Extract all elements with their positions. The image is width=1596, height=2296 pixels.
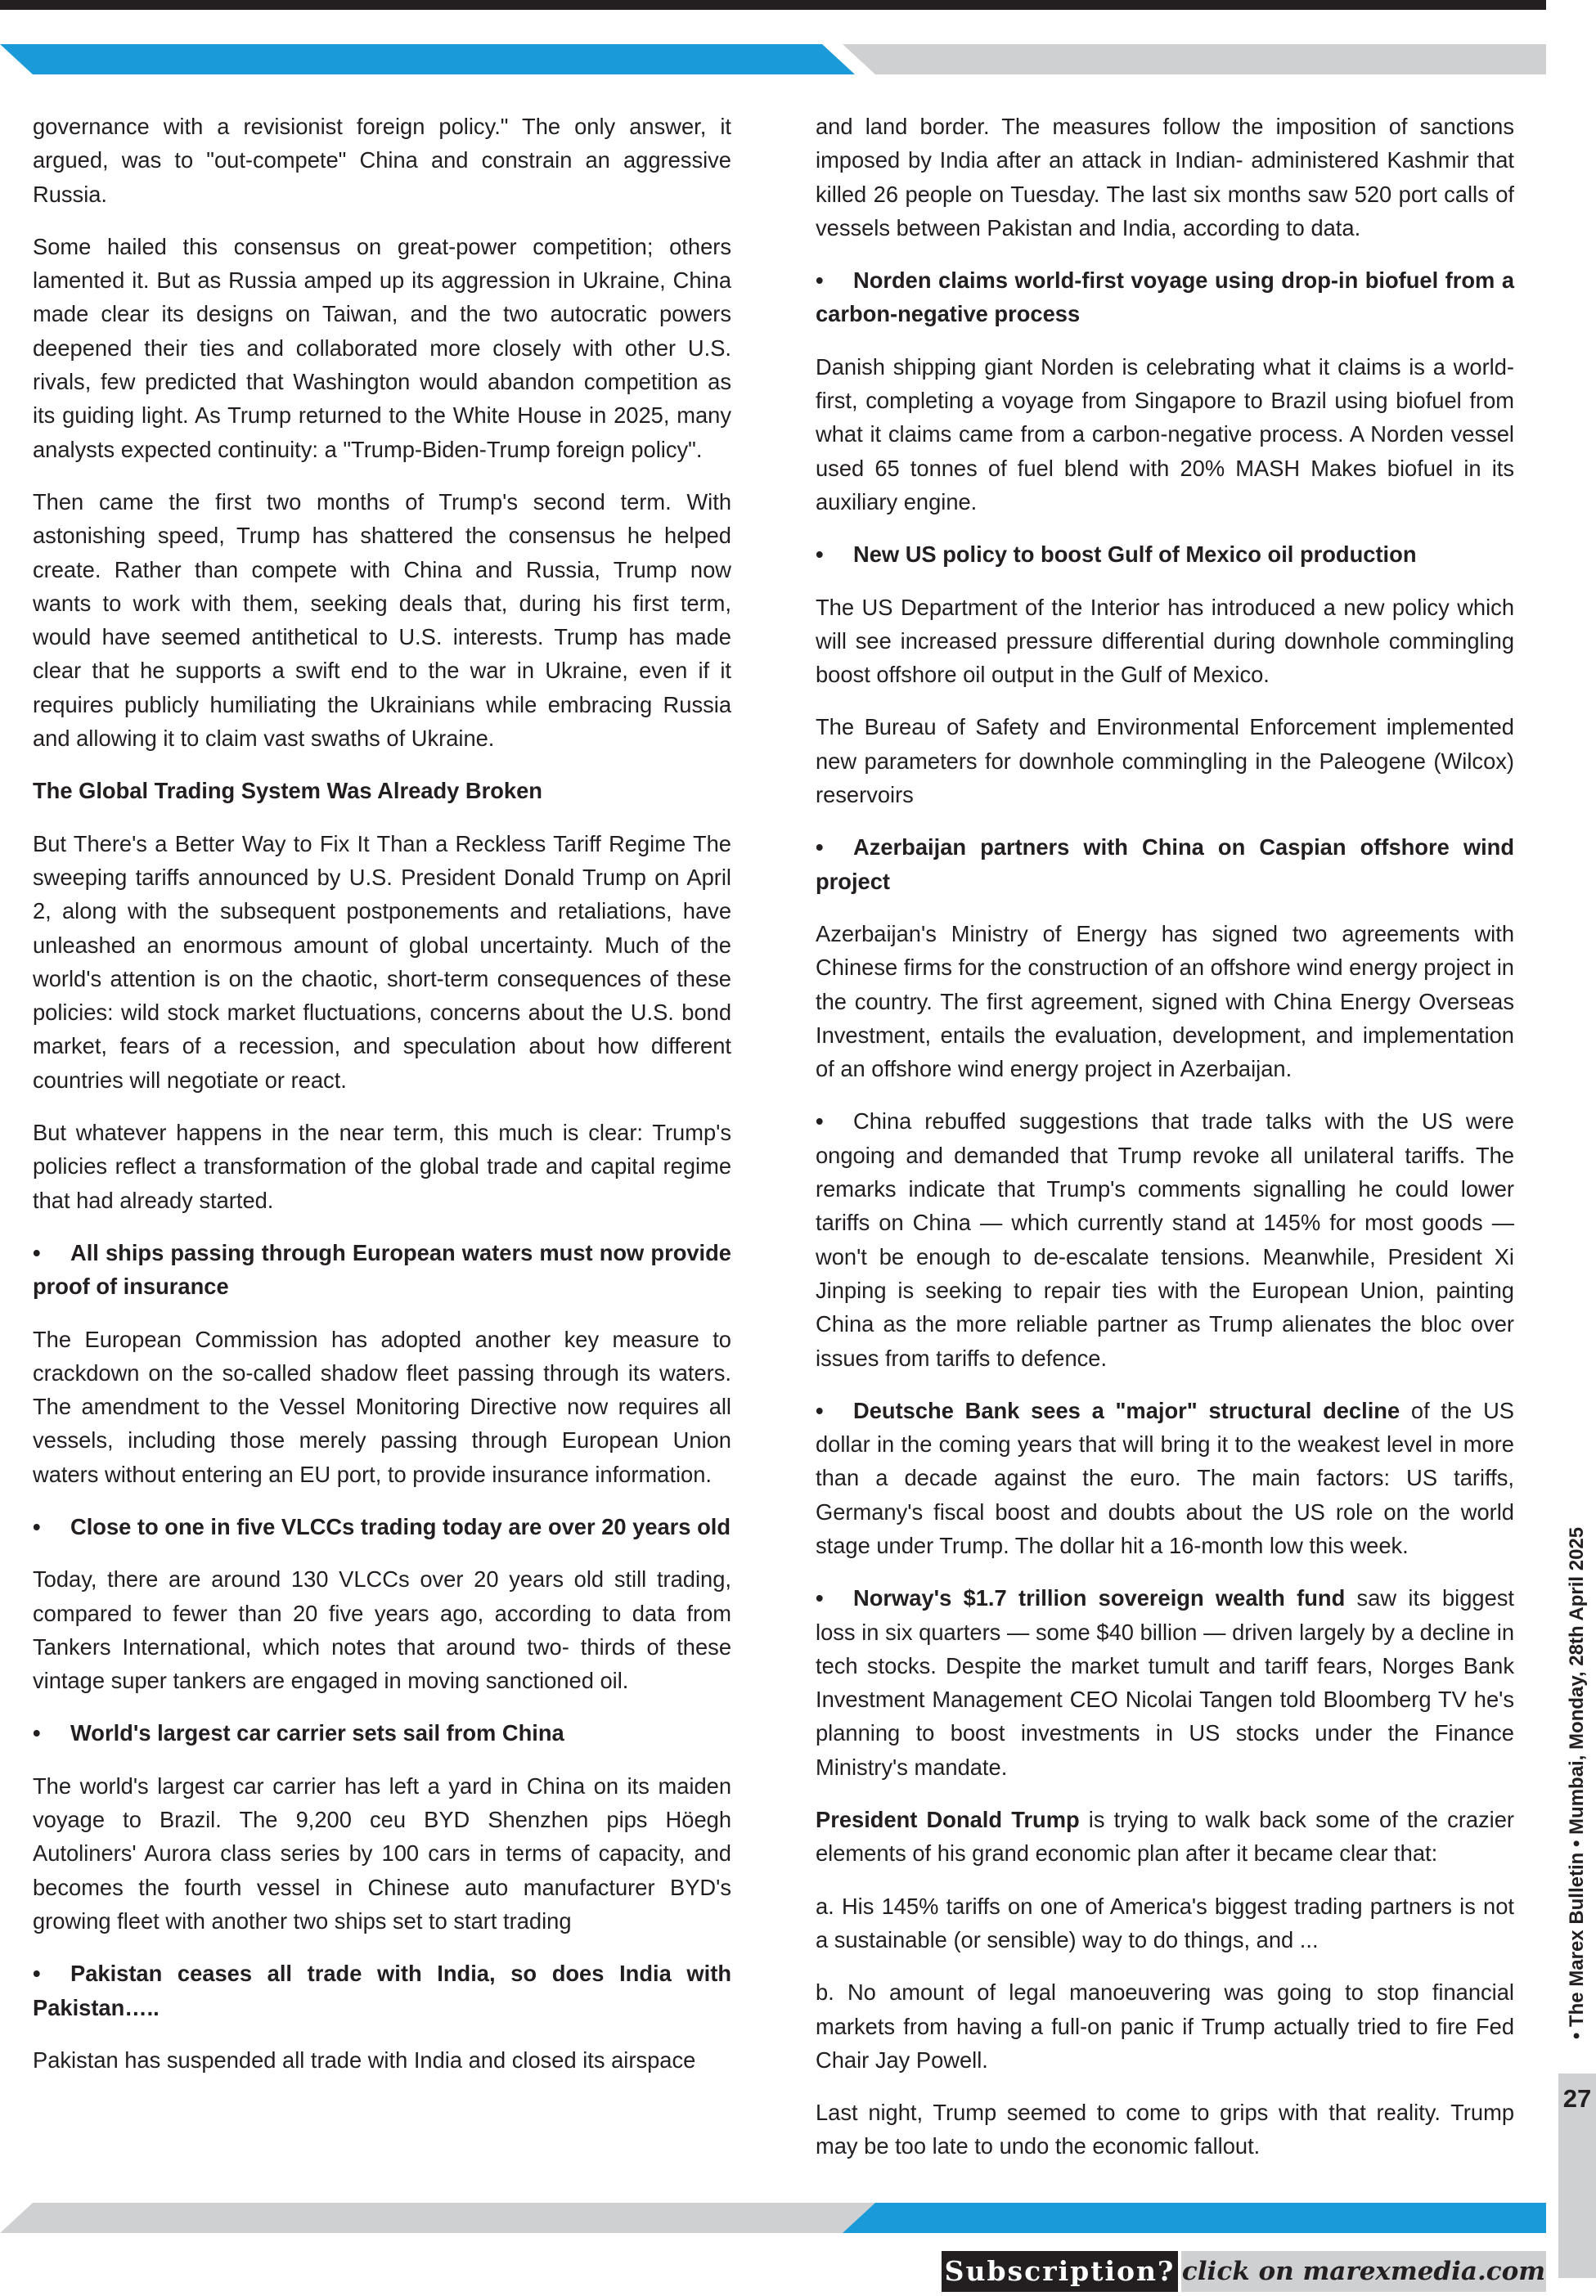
paragraph-text: is trying to walk back some of the crazier elements of his grand economic plan after it became clear that: (816, 1807, 1514, 1867)
bullet-dot: • (816, 267, 824, 294)
right-paragraph-7: Last night, Trump seemed to come to grips with that reality. Trump may be too late to undo the economic fallout. (816, 2100, 1514, 2159)
bullet-dot: • (816, 1585, 824, 1611)
left-column (33, 110, 731, 2077)
section-heading: The Global Trading System Was Already Broken (33, 778, 542, 804)
footer-band-blue (843, 2203, 1546, 2233)
bullet-dot: • (33, 1961, 41, 1987)
left-paragraph-1: governance with a revisionist foreign policy." The only answer, it argued, was to "out-compete" China and constrain an aggressive Russia. (33, 114, 731, 207)
header-band-gray (843, 44, 1546, 74)
bullet-dot: • (816, 1108, 824, 1135)
footer-band-gray (0, 2203, 883, 2233)
bullet-headline-norden (816, 263, 1514, 331)
left-paragraph-5: But whatever happens in the near term, this much is clear: Trump's policies reflect a transformation of the global trade and capital regime that had already started. (33, 1120, 731, 1213)
bullet-headline-text: Azerbaijan partners with China on Caspian offshore wind project (816, 834, 1514, 894)
header-band-blue (0, 44, 855, 74)
bullet-headline-pakistan (33, 1957, 731, 2024)
bullet-headline-vlcc (33, 1510, 731, 1543)
bullet-dot: • (816, 834, 824, 860)
left-paragraph-2: Some hailed this consensus on great-power competition; others lamented it. But as Russia amped up its aggression in Ukraine, China made clear its designs on Taiwan, and the two autocratic powers deepened their ties and collaborated more closely with other U.S. rivals, few predicted that Washington would abandon competition as its guiding light. As Trump returned to the White House in 2025, many analysts expected continuity: a "Trump-Biden-Trump foreign policy". (33, 233, 731, 462)
bullet-dot: • (33, 1513, 41, 1539)
list-item-a: a. His 145% tariffs on one of America's biggest trading partners is not a sustainable (or sensible) way to do things, and ... (816, 1893, 1514, 1952)
bullet-text: China rebuffed suggestions that trade talks with the US were ongoing and demanded that Trump revoke all unilateral tariffs. The remarks indicate that Trump's comments signalling he could lower tariffs on China — which currently stand at 145% for most goods — won't be enough to de-escalate tensions. Meanwhile, President Xi Jinping is seeking to repair ties with the European Union, painting China as the more reliable partner as Trump alienates the bloc over issues from tariffs to defence. (816, 1108, 1514, 1371)
top-rule (0, 0, 1546, 10)
right-column (816, 110, 1514, 2163)
bullet-bold-lead: Norway's $1.7 trillion sovereign wealth fund (853, 1585, 1346, 1611)
right-paragraph-4: The Bureau of Safety and Environmental Enforcement implemented new parameters for downhole commingling in the Paleogene (Wilcox) reservoirs (816, 714, 1514, 808)
bullet-headline-car-carrier (33, 1716, 731, 1750)
subscription-link[interactable]: click on marexmedia.com (1181, 2251, 1546, 2292)
bullet-headline-text: New US policy to boost Gulf of Mexico oil production (853, 541, 1417, 568)
bullet-dot: • (816, 541, 824, 568)
paragraph-bold-lead: President Donald Trump (816, 1807, 1080, 1833)
bullet-dot: • (816, 1397, 824, 1423)
bullet-dot: • (33, 1239, 41, 1265)
right-paragraph-6 (816, 1803, 1514, 1871)
bullet-deutsche-bank (816, 1394, 1514, 1562)
bullet-dot: • (33, 1720, 41, 1746)
right-paragraph-2: Danish shipping giant Norden is celebrating what it claims is a world-first, completing a voyage from Singapore to Brazil using biofuel from what it claims came from a carbon-negative process. A Norden vessel used 65 tonnes of fuel blend with 20% MASH Makes biofuel in its auxiliary engine. (816, 353, 1514, 514)
bullet-headline-text: Norden claims world-first voyage using drop-in biofuel from a carbon-negative process (816, 267, 1514, 327)
left-paragraph-9: Pakistan has suspended all trade with India and closed its airspace (33, 2047, 696, 2073)
bullet-china-tariffs (816, 1104, 1514, 1374)
bullet-norway-fund (816, 1581, 1514, 1784)
bullet-headline-azerbaijan (816, 830, 1514, 898)
bullet-text: of the US dollar in the coming years that will bring it to the weakest level in more than a decade against the euro. The main factors: US tariffs, Germany's fiscal boost and doubts about the US role on the world stage under Trump. The dollar hit a 16-month low this week. (816, 1397, 1515, 1558)
bullet-headline-text: World's largest car carrier sets sail from China (70, 1720, 564, 1746)
bullet-headline-text: All ships passing through European waters must now provide proof of insurance (33, 1239, 731, 1300)
bullet-headline-gulf-of-mexico (816, 537, 1514, 571)
list-item-b: b. No amount of legal manoeuvering was going to stop financial markets from having a full-on panic if Trump actually tried to fire Fed Chair Jay Powell. (816, 1979, 1514, 2073)
left-paragraph-8: The world's largest car carrier has left a yard in China on its maiden voyage to Brazil. The 9,200 ceu BYD Shenzhen pips Höegh Autoliners' Aurora class series by 100 cars in terms of capacity, and becomes the fourth vessel in Chinese auto manufacturer BYD's growing fleet with another two ships set to start trading (33, 1773, 731, 1934)
right-paragraph-3: The US Department of the Interior has introduced a new policy which will see increased pressure differential during downhole commingling boost offshore oil output in the Gulf of Mexico. (816, 594, 1514, 688)
left-paragraph-3: Then came the first two months of Trump's second term. With astonishing speed, Trump has shattered the consensus he helped create. Rather than compete with China and Russia, Trump now wants to work with them, seeking deals that, during his first term, would have seemed antithetical to U.S. interests. Trump has made clear that he supports a swift end to the war in Ukraine, even if it requires publicly humiliating the Ukrainians while embracing Russia and allowing it to claim vast swaths of Ukraine. (33, 488, 731, 752)
running-title-vertical: • The Marex Bulletin • Mumbai, Monday, 28th April 2025 (1566, 1526, 1588, 2040)
bullet-text: saw its biggest loss in six quarters — some $40 billion — driven largely by a decline in tech stocks. Despite the market tumult and tariff fears, Norges Bank Investment Management CEO Nicolai Tangen told Bloomberg TV he's planning to boost investments in US stocks under the Finance Ministry's mandate. (816, 1585, 1514, 1780)
left-paragraph-4: But There's a Better Way to Fix It Than a Reckless Tariff Regime The sweeping tariffs announced by U.S. President Donald Trump on April 2, along with the subsequent postponements and retaliations, have unleashed an enormous amount of global uncertainty. Much of the world's attention is on the chaotic, short-term consequences of these policies: wild stock market fluctuations, concerns about the U.S. bond market, fears of a recession, and speculation about how different countries will negotiate or react. (33, 830, 731, 1093)
left-paragraph-6: The European Commission has adopted another key measure to crackdown on the so-called shadow fleet passing through its waters. The amendment to the Vessel Monitoring Directive now requires all vessels, including those merely passing through European Union waters without entering an EU port, to provide insurance information. (33, 1326, 731, 1487)
bullet-bold-lead: Deutsche Bank sees a "major" structural decline (853, 1397, 1400, 1423)
bullet-headline-text: Pakistan ceases all trade with India, so does India with Pakistan….. (33, 1961, 731, 2020)
left-paragraph-7: Today, there are around 130 VLCCs over 20 years old still trading, compared to fewer than 20 five years ago, according to data from Tankers International, which notes that around two- thirds of these vintage super tankers are engaged in moving sanctioned oil. (33, 1566, 731, 1694)
page-number: 27 (1562, 2084, 1592, 2113)
subscription-label[interactable]: Subscription? (942, 2251, 1178, 2292)
right-paragraph-1: and land border. The measures follow the imposition of sanctions imposed by India after an attack in Indian- administered Kashmir that killed 26 people on Tuesday. The last six months saw 520 port calls of vessels between Pakistan and India, according to data. (816, 114, 1514, 240)
bullet-headline-insurance (33, 1236, 731, 1304)
bullet-headline-text: Close to one in five VLCCs trading today are over 20 years old (70, 1513, 731, 1539)
right-paragraph-5: Azerbaijan's Ministry of Energy has signed two agreements with Chinese firms for the construction of an offshore wind energy project in the country. The first agreement, signed with China Energy Overseas Investment, entails the evaluation, development, and implementation of an offshore wind energy project in Azerbaijan. (816, 920, 1514, 1082)
